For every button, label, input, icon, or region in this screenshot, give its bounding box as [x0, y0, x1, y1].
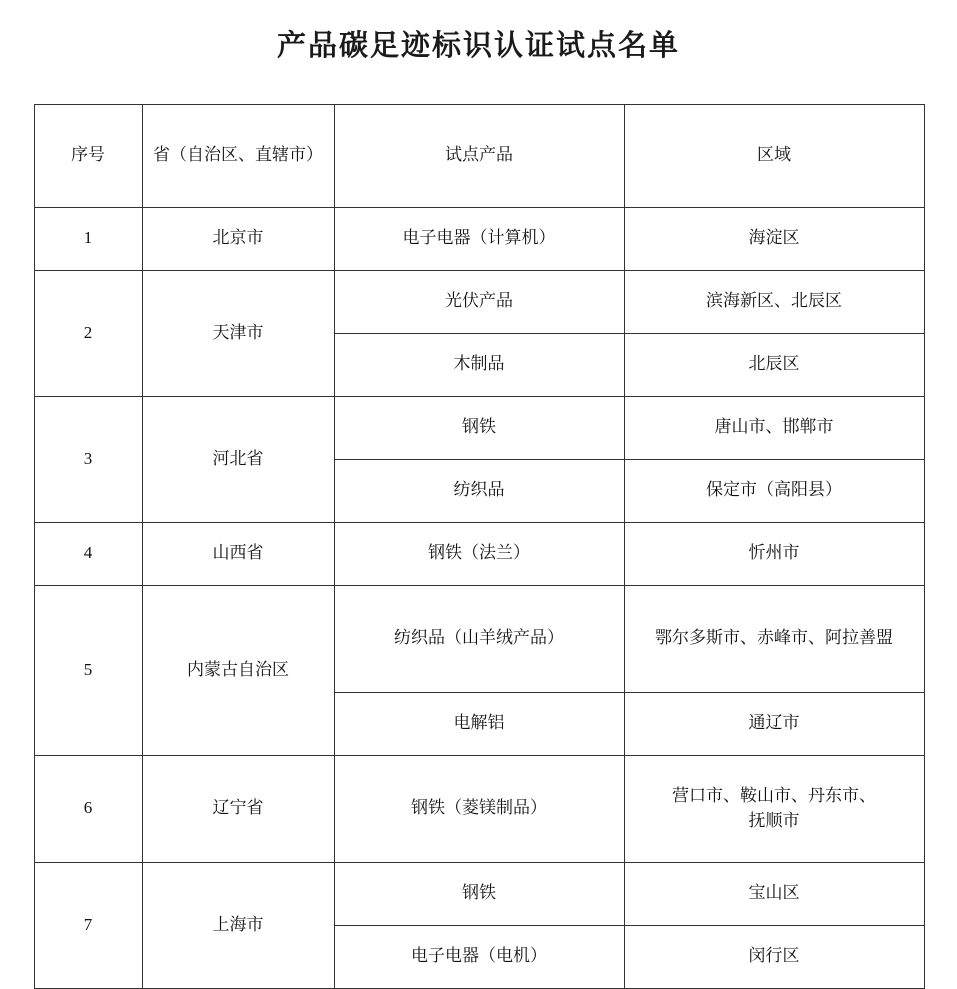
table-row [34, 862, 924, 925]
cell-province: 北京市 [142, 207, 334, 270]
cell-product: 纺织品（山羊绒产品） [334, 585, 624, 692]
cell-no: 5 [34, 585, 142, 755]
cell-product: 电子电器（电机） [334, 925, 624, 988]
cell-product: 电子电器（计算机） [334, 207, 624, 270]
column-header-area: 区域 [624, 104, 924, 207]
cell-area: 滨海新区、北辰区 [624, 270, 924, 333]
pilot-list-table-wrapper [34, 104, 924, 989]
table-header-row [34, 104, 924, 207]
cell-product: 光伏产品 [334, 270, 624, 333]
cell-province: 辽宁省 [142, 755, 334, 862]
column-header-no: 序号 [34, 104, 142, 207]
cell-area: 通辽市 [624, 692, 924, 755]
cell-area: 唐山市、邯郸市 [624, 396, 924, 459]
cell-no: 4 [34, 522, 142, 585]
cell-no: 3 [34, 396, 142, 522]
table-row [34, 270, 924, 333]
cell-province: 山西省 [142, 522, 334, 585]
table-row [34, 396, 924, 459]
cell-product: 钢铁（法兰） [334, 522, 624, 585]
cell-product: 电解铝 [334, 692, 624, 755]
column-header-product: 试点产品 [334, 104, 624, 207]
cell-area: 北辰区 [624, 333, 924, 396]
column-header-province: 省（自治区、直辖市） [142, 104, 334, 207]
cell-product: 纺织品 [334, 459, 624, 522]
table-row [34, 207, 924, 270]
cell-product: 钢铁 [334, 862, 624, 925]
cell-product: 木制品 [334, 333, 624, 396]
cell-area: 闵行区 [624, 925, 924, 988]
cell-area: 保定市（高阳县） [624, 459, 924, 522]
cell-province: 内蒙古自治区 [142, 585, 334, 755]
cell-area: 海淀区 [624, 207, 924, 270]
page-title: 产品碳足迹标识认证试点名单 [276, 30, 680, 62]
cell-product: 钢铁 [334, 396, 624, 459]
cell-province: 河北省 [142, 396, 334, 522]
cell-product: 钢铁（菱镁制品） [334, 755, 624, 862]
pilot-list-table [34, 104, 925, 989]
cell-area: 营口市、鞍山市、丹东市、抚顺市 [624, 755, 924, 862]
cell-no: 7 [34, 862, 142, 988]
cell-area: 鄂尔多斯市、赤峰市、阿拉善盟 [624, 585, 924, 692]
cell-area: 宝山区 [624, 862, 924, 925]
document-page [0, 28, 957, 989]
cell-no: 6 [34, 755, 142, 862]
table-row [34, 755, 924, 862]
cell-no: 2 [34, 270, 142, 396]
cell-area: 忻州市 [624, 522, 924, 585]
cell-no: 1 [34, 207, 142, 270]
cell-province: 上海市 [142, 862, 334, 988]
cell-province: 天津市 [142, 270, 334, 396]
table-row [34, 522, 924, 585]
table-row [34, 585, 924, 692]
